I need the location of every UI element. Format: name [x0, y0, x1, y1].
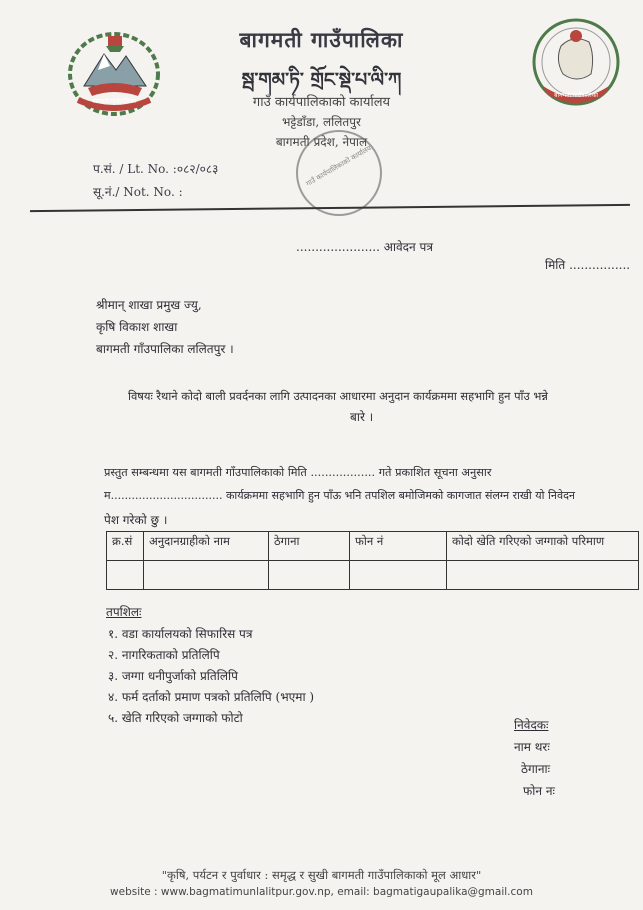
dispatch-number: सू.नं./ Not. No. : — [93, 185, 183, 199]
application-title-dots: ...................... — [296, 240, 380, 254]
table-header-cell: क्र.सं — [107, 532, 144, 561]
office-name: गाउँ कार्यपालिकाको कार्यालय — [252, 95, 391, 110]
attachment-item: २. नागरिकताको प्रतिलिपि — [108, 648, 220, 662]
municipality-title-tibetan: སྦ་གམ་ཏི་ གྲོང་སྡེ་པ་ལི་ཀ — [241, 69, 402, 91]
table-header-cell: ठेगाना — [269, 532, 350, 561]
application-title — [296, 238, 433, 255]
attachment-item: ५. खेति गरिएको जग्गाको फोटो — [108, 711, 243, 725]
table-cell[interactable] — [447, 561, 639, 590]
table-header-cell: फोन नं — [350, 532, 447, 561]
attachment-item: ४. फर्म दर्ताको प्रमाण पत्रको प्रतिलिपि (भएमा ) — [108, 690, 315, 704]
body-line-3: पेश गरेको छु । — [104, 513, 168, 527]
office-location: भट्टेडाँडा, ललितपुर — [282, 115, 361, 129]
applicant-phone-label: फोन नः — [523, 784, 555, 798]
left-logo-label: बागमती गाउँपालिका — [92, 98, 136, 105]
addressee-line-2: कृषि विकाश शाखा — [96, 320, 178, 334]
subject-line-1: विषयः रैथाने कोदो बाली प्रवर्दनका लागि उत्पादनका आधारमा अनुदान कार्यक्रममा सहभागि हुन पाँउ भन्ने — [128, 389, 548, 403]
table-cell[interactable] — [107, 561, 144, 590]
attachment-item: ३. जग्गा धनीपुर्जाको प्रतिलिपि — [108, 669, 238, 683]
application-title-text: आवेदन पत्र — [383, 240, 433, 254]
body-line-2: म................................ कार्यक्रममा सहभागि हुन पाँऊ भनि तपशिल बमोजिमको कागजात संलग्न राखी यो निवेदन — [104, 489, 576, 502]
stamp-text: गाउँ कार्यपालिकाको कार्यालय — [304, 144, 373, 189]
footer-motto: "कृषि, पर्यटन र पुर्वाधार : समृद्ध र सुखी बागमती गाउँपालिकाको मूल आधार" — [161, 868, 482, 882]
table-header-cell: अनुदानग्राहीको नाम — [144, 532, 269, 561]
letter-number-label: प.सं. / Lt. No. : — [93, 162, 177, 176]
addressee-line-3: बागमती गाँउपालिका ललितपुर । — [96, 342, 234, 356]
body-line-1: प्रस्तुत सम्बन्धमा यस बागमती गाँउपालिकाको मिति .................. गते प्रकाशित सूचना अनुसार — [104, 466, 492, 479]
attachments-heading: तपशिलः — [106, 605, 142, 619]
office-stamp — [296, 130, 382, 216]
table-cell[interactable] — [269, 561, 350, 590]
addressee-line-1: श्रीमान् शाखा प्रमुख ज्यु, — [96, 298, 202, 312]
applicant-name-label: नाम थरः — [514, 740, 550, 754]
letter-number-value: ०८२/०८३ — [176, 162, 219, 176]
date-dots: ................ — [569, 258, 631, 272]
date-line — [545, 256, 630, 273]
right-logo-label: बागमती गाउँपालिका — [554, 92, 598, 99]
table-header-row — [107, 532, 639, 561]
table-cell[interactable] — [350, 561, 447, 590]
table-row — [107, 561, 639, 590]
letter-number — [93, 160, 218, 177]
table-header-cell: कोदो खेति गरिएको जग्गाको परिमाण — [447, 532, 639, 561]
office-province: बागमती प्रदेश, नेपाल — [275, 135, 368, 149]
footer-contact: website : www.bagmatimunlalitpur.gov.np, email: bagmatigaupalika@gmail.com — [110, 886, 533, 898]
applicant-table — [106, 531, 639, 590]
attachment-item: १. वडा कार्यालयको सिफारिस पत्र — [108, 627, 253, 641]
table-cell[interactable] — [144, 561, 269, 590]
date-label: मिति — [545, 258, 566, 272]
applicant-address-label: ठेगानाः — [521, 762, 551, 776]
municipality-title: बागमती गाउँपालिका — [239, 27, 404, 52]
applicant-heading: निवेदकः — [514, 718, 549, 732]
subject-line-2: बारे । — [350, 410, 374, 424]
